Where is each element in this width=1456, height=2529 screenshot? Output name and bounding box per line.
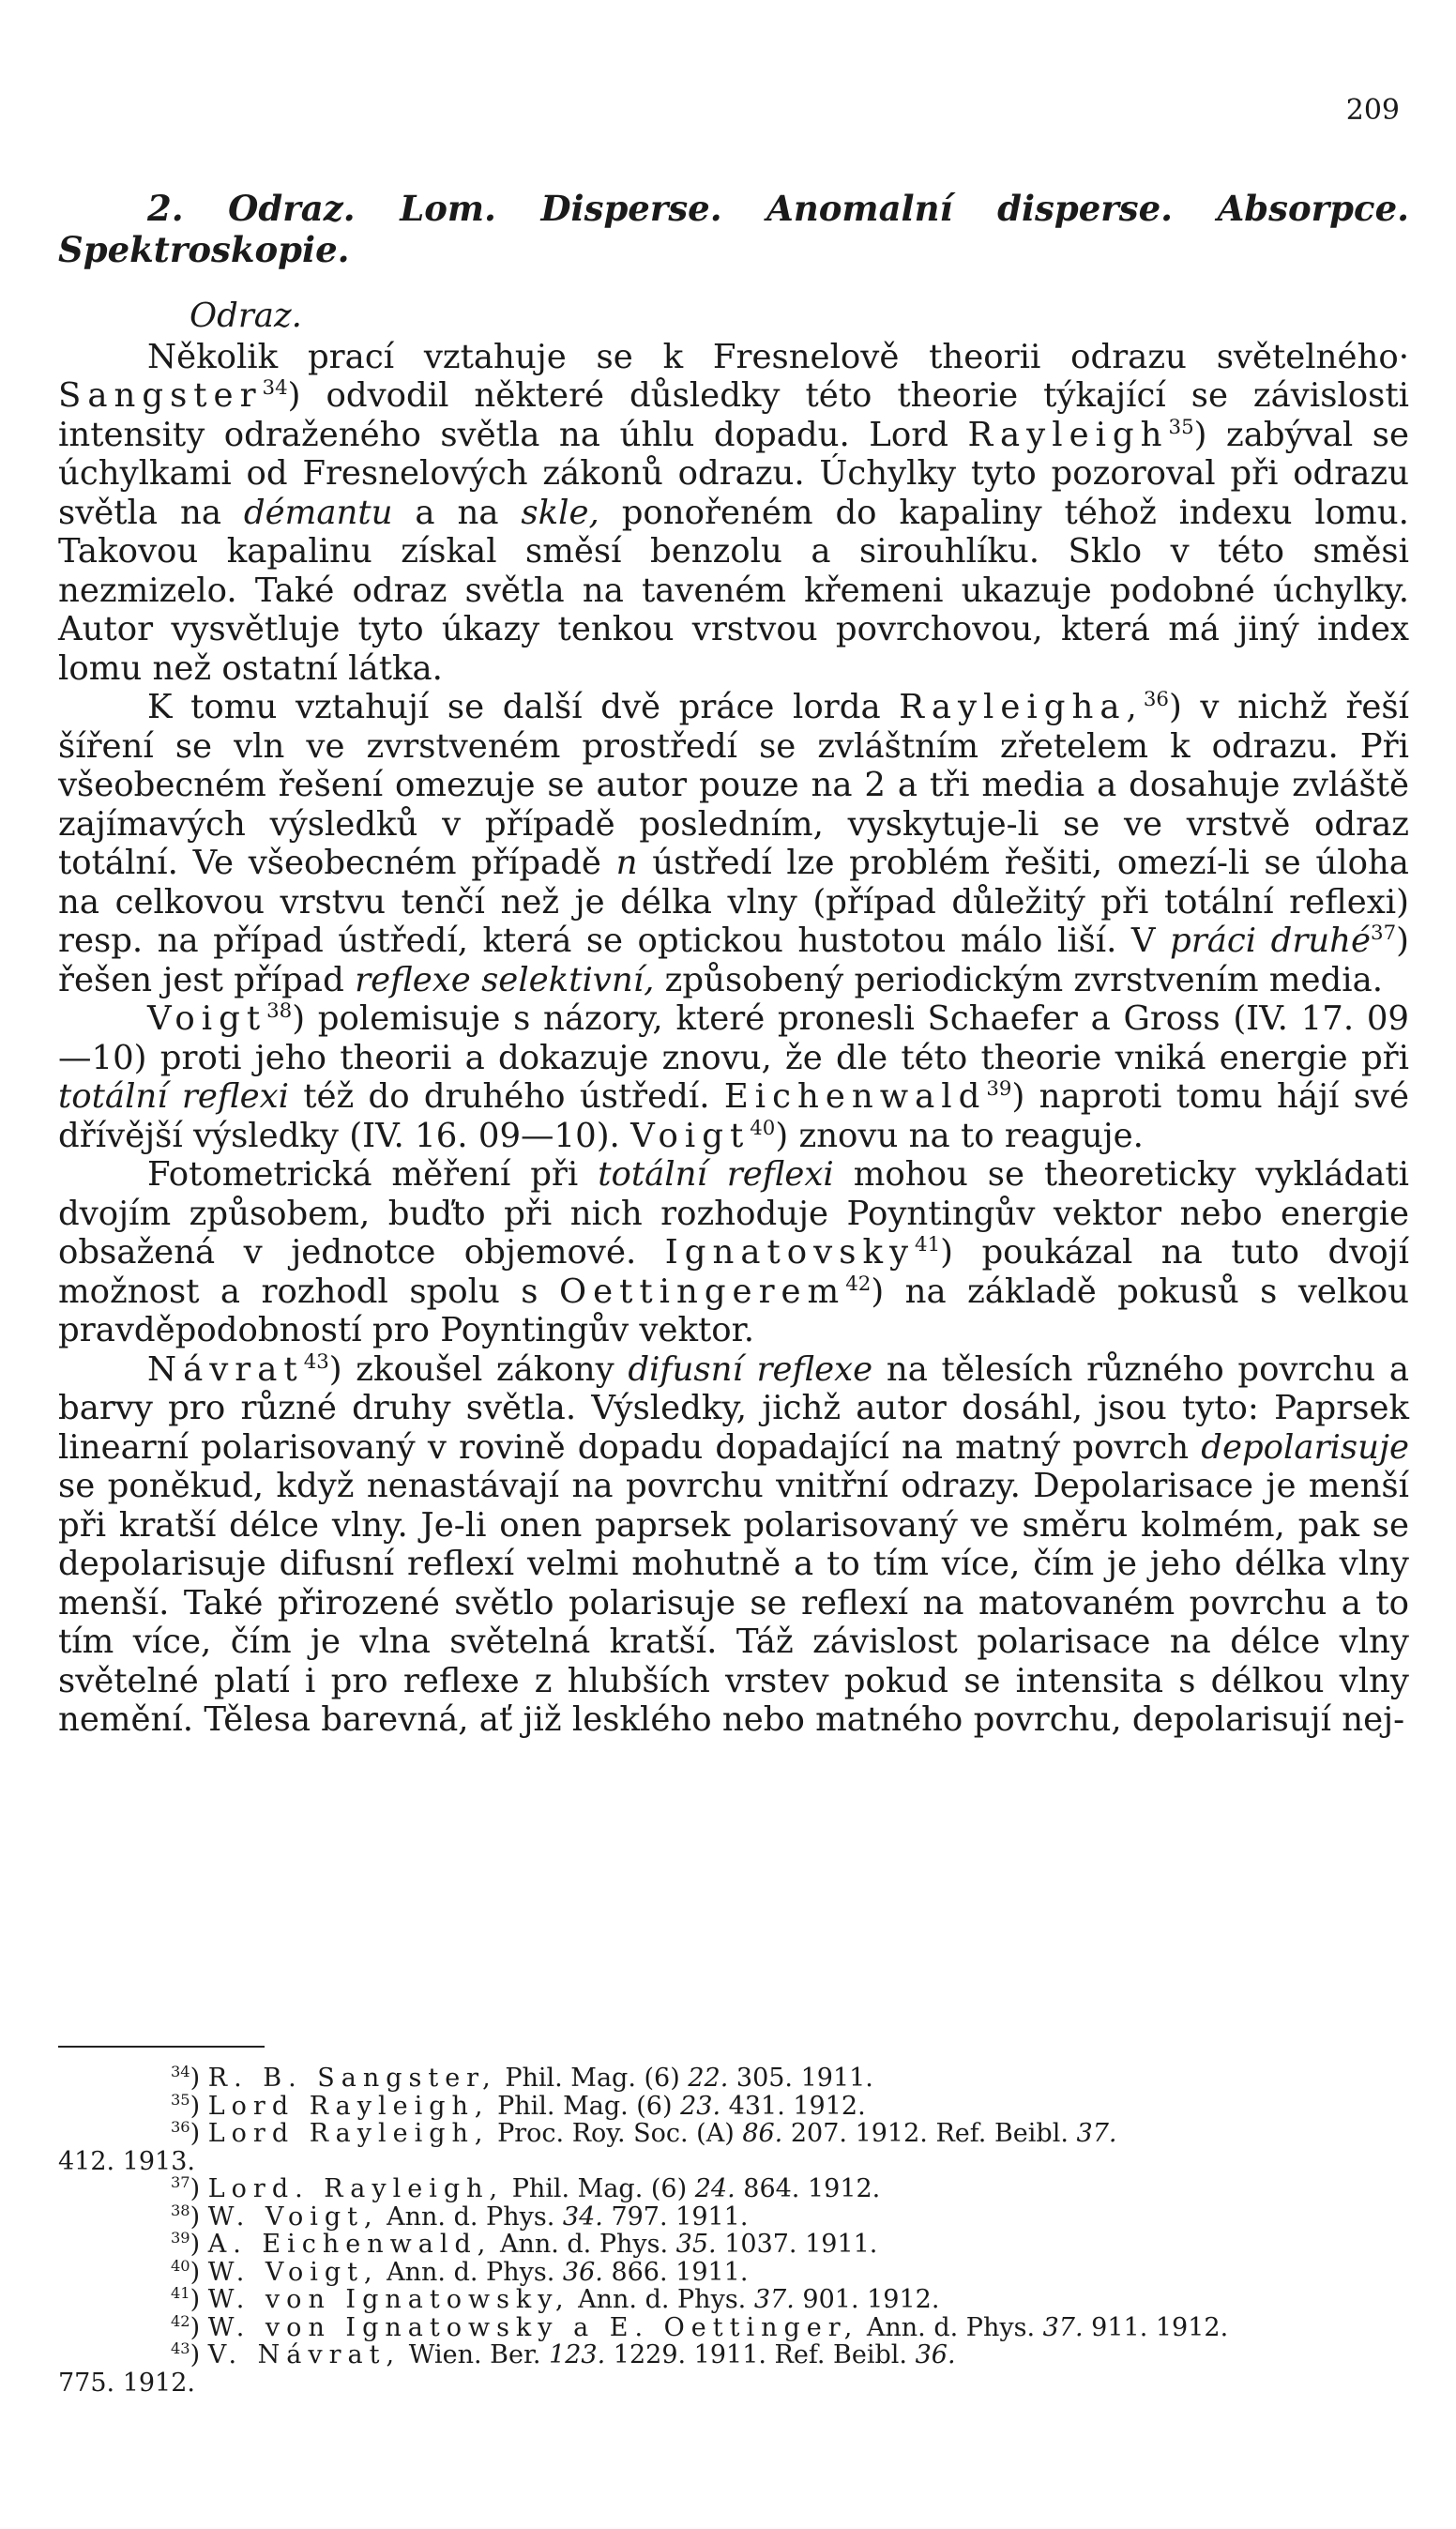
text: ) na základě pokusů s velkou pravděpodobností pro Poyntingův vektor.	[58, 1272, 1409, 1349]
footnote-ref: 43	[303, 1349, 329, 1374]
emphasis: reflexe selektivní,	[355, 960, 655, 999]
footnote-source: Ann. d. Phys.	[387, 2257, 555, 2287]
text: Několik prací vztahuje se k Fresnelově theorii odrazu světelného·	[147, 337, 1409, 376]
text: mohou se theoreticky vykládati dvojím způsobem, buďto při nich rozhoduje Poyntingův vektor nebo energie obsažená v jednotce objemové.	[58, 1155, 1409, 1272]
author-name: Voigt	[147, 999, 267, 1038]
paragraph-sangster	[58, 338, 1409, 689]
text: ) znovu na to reaguje.	[775, 1116, 1144, 1155]
emphasis: skle,	[521, 493, 599, 532]
footnote-item: $^{43}$) V. Návrat, Wien. Ber. 123. 1229. 1911. Ref. Beibl. 36. 775. 1912.	[58, 2339, 956, 2398]
footnote-details: 901. 1912.	[802, 2285, 940, 2314]
footnote-item: $^{41}$) W. von Ignatowsky, Ann. d. Phys. 37. 901. 1912.	[171, 2284, 940, 2314]
text: ) v nichž řeší šíření se vln ve zvrstveném prostředí se zvláštním zřetelem k odrazu. Při všeobecném řešení omezuje se autor pouze na 2 a tři media a dosahuje zvláště zajímavých výsledků v případě posledním, vyskytuje-li se ve vrstvě odraz totální. Ve všeobecném případě	[58, 688, 1409, 882]
footnote-number: 41	[171, 2284, 190, 2302]
footnote-volume: 37.	[1042, 2312, 1084, 2342]
footnote-number: 43	[171, 2339, 190, 2357]
text: ) zabýval se úchylkami od Fresnelových zákonů odrazu. Úchylky tyto pozoroval při odrazu světla na	[58, 415, 1409, 532]
text: Fotometrická měření při	[147, 1155, 579, 1194]
footnote-source: Ann. d. Phys.	[866, 2312, 1036, 2342]
footnote-volume: 36.	[562, 2257, 603, 2287]
footnote-details: 305. 1911.	[736, 2064, 873, 2093]
footnote-divider	[58, 2046, 265, 2048]
footnote-number: 34	[171, 2063, 190, 2080]
footnote-number: 38	[171, 2201, 190, 2219]
emphasis: depolarisuje	[1201, 1427, 1409, 1467]
footnote-number: 42	[171, 2311, 190, 2330]
footnote-volume: 123.	[549, 2340, 606, 2369]
footnote-source: Wien. Ber.	[408, 2340, 541, 2369]
footnote-volume: 35.	[675, 2230, 717, 2259]
footnote-details: 911. 1912.	[1091, 2312, 1229, 2342]
footnote-author: Lord Rayleigh,	[207, 2119, 490, 2148]
author-name: Návrat	[147, 1349, 304, 1389]
page-number: 209	[1345, 94, 1400, 127]
author-name: Sangster	[58, 376, 263, 415]
footnote-source: Ann. d. Phys.	[499, 2230, 669, 2259]
footnote-author: Lord Rayleigh,	[207, 2091, 490, 2121]
footnote-volume: 37.	[1076, 2119, 1117, 2148]
text: ) poukázal na tuto dvojí možnost a rozhodl spolu s	[58, 1233, 1409, 1311]
footnote-ref: 34	[262, 376, 288, 401]
author-name: Eichenwald	[723, 1077, 987, 1116]
text: ) řešen jest případ	[58, 922, 1409, 999]
paragraph-rayleigh	[58, 688, 1409, 999]
footnote-source: Phil. Mag. (6)	[505, 2064, 680, 2093]
footnote-volume: 37.	[753, 2285, 795, 2314]
emphasis: difusní reflexe	[628, 1349, 873, 1389]
footnote-volume: 23.	[680, 2091, 721, 2121]
footnote-item: $^{34}$) R. B. Sangster, Phil. Mag. (6) 22. 305. 1911.	[171, 2063, 873, 2093]
footnote-details: 797. 1911.	[611, 2201, 749, 2232]
text: ) odvodil některé důsledky této theorie týkající se závislosti intensity odraženého světla na úhlu dopadu. Lord	[58, 376, 1409, 454]
footnote-author: Lord. Rayleigh,	[207, 2174, 505, 2203]
footnote-number: 35	[171, 2090, 190, 2109]
footnote-number: 40	[171, 2256, 190, 2275]
footnote-number: 37	[171, 2173, 190, 2191]
footnote-details: 864. 1912.	[743, 2174, 881, 2203]
footnote-item: $^{42}$) W. von Ignatowsky a E. Oettinger, Ann. d. Phys. 37. 911. 1912.	[171, 2311, 1229, 2342]
footnote-author: W. von Ignatowsky a E. Oettinger,	[207, 2312, 859, 2342]
footnote-ref: 42	[845, 1272, 872, 1296]
paragraph-voigt	[58, 999, 1409, 1155]
footnote-source: Ann. d. Phys.	[578, 2285, 747, 2314]
emphasis: totální reflexi	[598, 1155, 834, 1194]
text: K tomu vztahují se další dvě práce lorda	[147, 688, 881, 726]
footnote-details: 866. 1911.	[611, 2257, 749, 2287]
footnote-volume: 86.	[742, 2119, 783, 2148]
text: a na	[415, 493, 499, 532]
footnote-source: Phil. Mag. (6)	[497, 2091, 673, 2121]
text: na tělesích různého povrchu a barvy pro různé druhy světla. Výsledky, jichž autor dosáhl, jsou tyto: Paprsek linearní polarisovaný v rovině dopadu dopadající na matný povrch	[58, 1349, 1409, 1467]
section-heading: 2. Odraz. Lom. Disperse. Anomalní disperse. Absorpce. Spektroskopie.	[58, 188, 1409, 270]
author-name: Voigt	[630, 1116, 751, 1155]
emphasis: n	[615, 844, 638, 882]
footnote-item: $^{38}$) W. Voigt, Ann. d. Phys. 34. 797. 1911.	[171, 2201, 749, 2232]
text: ponořeném do kapaliny téhož indexu lomu. Takovou kapalinu získal směsí benzolu a sirouhlíku. Sklo v této směsi nezmizelo. Také odraz světla na taveném křemeni ukazuje podobné úchylky. Autor vysvětluje tyto úkazy tenkou vrstvou povrchovou, která má jiný index lomu než ostatní látka.	[58, 493, 1409, 688]
emphasis: démantu	[243, 493, 393, 532]
footnotes	[58, 2064, 1409, 2397]
footnote-author: V. Návrat,	[207, 2340, 402, 2369]
footnote-item: $^{35}$) Lord Rayleigh, Phil. Mag. (6) 23. 431. 1912.	[171, 2090, 866, 2121]
text: se poněkud, když nenastávají na povrchu vnitřní odrazy. Depolarisace je menší při kratší délce vlny. Je-li onen paprsek polarisovaný ve směru kolmém, pak se depolarisuje difusní reflexí velmi mohutně a to tím více, čím je jeho délka vlny menší. Také přirozené světlo polarisuje se reflexí na matovaném povrchu a to tím více, čím je vlna světelná kratší. Táž závislost polarisace na délce vlny světelné platí i pro reflexe z hlubších vrstev pokud se intensita s délkou vlny nemění. Tělesa barevná, ať již lesklého nebo matného povrchu, depolarisují nej-	[58, 1467, 1409, 1739]
footnote-author: R. B. Sangster,	[207, 2064, 497, 2093]
text: ) polemisuje s názory, které pronesli Schaefer a Gross (IV. 17. 09—10) proti jeho theorii a dokazuje znovu, že dle této theorie vniká energie při	[58, 999, 1409, 1077]
footnote-author: A. Eichenwald,	[207, 2230, 493, 2259]
footnote-source: Ann. d. Phys.	[387, 2201, 555, 2232]
footnote-details: 431. 1912.	[728, 2091, 866, 2121]
footnote-number: 36	[171, 2118, 190, 2136]
text: též do druhého ústředí.	[303, 1077, 710, 1116]
footnote-number: 39	[171, 2229, 190, 2247]
paragraph-photometry	[58, 1155, 1409, 1350]
text: ) naproti tomu hájí své dřívější výsledky (IV. 16. 09—10).	[58, 1077, 1409, 1155]
footnote-author: W. Voigt,	[207, 2257, 379, 2287]
footnote-item: $^{39}$) A. Eichenwald, Ann. d. Phys. 35. 1037. 1911.	[171, 2229, 878, 2259]
footnote-ref: 36	[1143, 688, 1169, 712]
footnote-source: Phil. Mag. (6)	[511, 2174, 688, 2203]
footnote-ref: 39	[986, 1077, 1012, 1102]
footnote-author: W. Voigt,	[207, 2201, 379, 2232]
footnote-volume: 24.	[694, 2174, 736, 2203]
footnote-ref: 38	[266, 999, 293, 1024]
emphasis: práci druhé	[1170, 922, 1372, 960]
article-body	[58, 188, 1409, 1740]
footnote-details: 775. 1912.	[58, 2368, 195, 2398]
footnote-item: $^{37}$) Lord. Rayleigh, Phil. Mag. (6) 24. 864. 1912.	[171, 2173, 881, 2203]
author-name: Oettingerem	[558, 1272, 846, 1311]
footnote-details: 1037. 1911.	[724, 2230, 878, 2259]
footnote-ref: 37	[1371, 922, 1397, 946]
emphasis: totální reflexi	[58, 1077, 289, 1116]
footnote-details: 1229. 1911. Ref. Beibl.	[613, 2340, 908, 2369]
footnote-volume: 34.	[562, 2201, 603, 2232]
paragraph-navrat	[58, 1350, 1409, 1740]
text: ústředí lze problém řešiti, omezí-li se úloha na celkovou vrstvu tenčí než je délka vlny (případ důležitý při totální reflexi) resp. na případ ústředí, která se optickou hustotou málo liší. V	[58, 844, 1409, 960]
footnote-ref: 40	[750, 1116, 776, 1140]
text: ) zkoušel zákony	[328, 1349, 614, 1389]
footnote-author: W. von Ignatowsky,	[207, 2285, 570, 2314]
footnote-details: 207. 1912. Ref. Beibl.	[790, 2119, 1069, 2148]
footnote-details: 412. 1913.	[58, 2146, 195, 2176]
subsection-title: Odraz.	[190, 297, 302, 335]
footnote-item: $^{36}$) Lord Rayleigh, Proc. Roy. Soc. (A) 86. 207. 1912. Ref. Beibl. 37. 412. 1913.	[58, 2118, 1117, 2176]
footnote-volume: 22.	[688, 2064, 729, 2093]
footnote-ref: 35	[1168, 415, 1194, 439]
footnote-source: Proc. Roy. Soc. (A)	[497, 2119, 735, 2148]
footnote-item: $^{40}$) W. Voigt, Ann. d. Phys. 36. 866. 1911.	[171, 2256, 749, 2287]
author-name: Rayleigh	[967, 415, 1169, 454]
footnote-ref: 41	[915, 1233, 941, 1257]
author-name: Rayleigha,	[899, 688, 1144, 726]
footnote-volume: 36.	[915, 2340, 956, 2369]
author-name: Ignatovsky	[664, 1233, 916, 1272]
text: způsobený periodickým zvrstvením media.	[664, 960, 1384, 999]
